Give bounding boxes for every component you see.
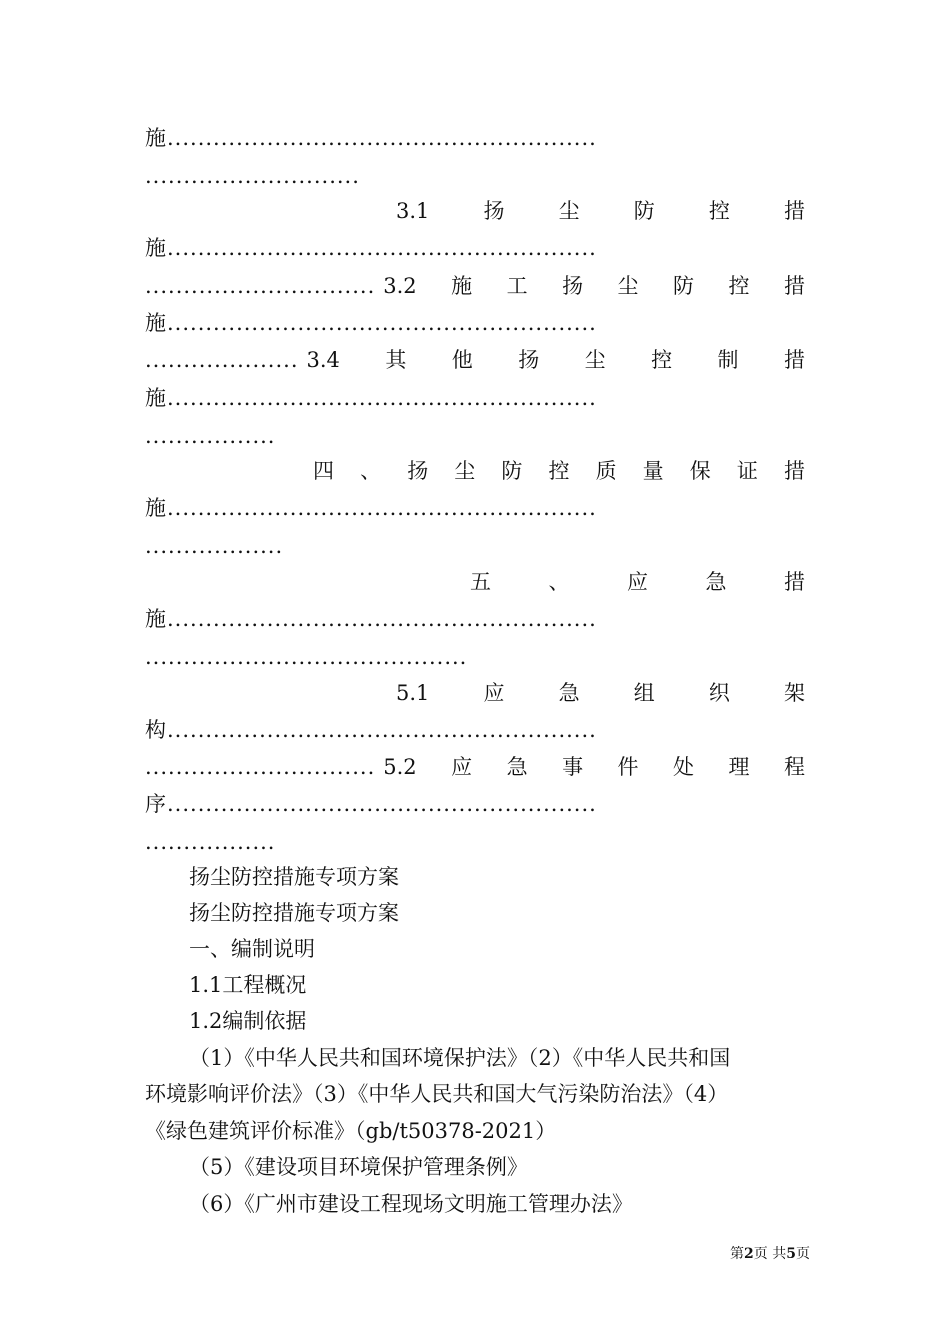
- page-number: 2: [744, 1246, 754, 1262]
- toc-heading-char: 扬: [562, 274, 584, 298]
- toc-heading-char: 3.4: [306, 348, 340, 372]
- toc-heading-char: 扬: [407, 459, 429, 483]
- toc-line: 构........................................................: [145, 718, 597, 742]
- toc-heading-char: 急: [705, 570, 727, 594]
- toc-line: 施........................................................: [145, 311, 597, 335]
- toc-heading-3-1: [396, 193, 805, 229]
- toc-heading-char: 措: [784, 570, 805, 594]
- toc-leader: ..............................: [145, 274, 376, 298]
- toc-heading-char: 质: [595, 459, 617, 483]
- toc-line: 施........................................................: [145, 386, 597, 410]
- toc-heading-char: 扬: [518, 348, 540, 372]
- section-heading: 一、编制说明: [189, 937, 315, 961]
- toc-heading-char: 3.1: [396, 199, 430, 223]
- toc-heading-char: 尘: [454, 459, 476, 483]
- toc-heading-char: 、: [548, 570, 570, 594]
- toc-line: 施........................................................: [145, 496, 597, 520]
- toc-heading-char: 应: [451, 755, 473, 779]
- toc-heading-char: 控: [728, 274, 750, 298]
- paragraph-line: （1）《中华人民共和国环境保护法》（2）《中华人民共和国: [189, 1046, 731, 1070]
- toc-heading-3-4: [145, 342, 805, 378]
- toc-heading-char: 控: [708, 199, 730, 223]
- toc-heading-char: 施: [451, 274, 473, 298]
- toc-line: ..................: [145, 534, 284, 558]
- toc-heading-char: 尘: [584, 348, 606, 372]
- paragraph-line: （5）《建设项目环境保护管理条例》: [189, 1155, 528, 1179]
- toc-heading-char: 其: [385, 348, 407, 372]
- toc-heading-char: 扬: [483, 199, 505, 223]
- toc-heading-char: 5.1: [396, 681, 430, 705]
- page-footer: [700, 1244, 810, 1264]
- toc-heading-char: 他: [451, 348, 473, 372]
- toc-heading-5-1: [396, 675, 805, 711]
- toc-heading-char: 织: [708, 681, 730, 705]
- toc-heading-char: 四: [313, 459, 334, 483]
- toc-heading-char: 3.2: [383, 274, 417, 298]
- toc-heading-char: 事: [562, 755, 584, 779]
- toc-line: ..........................................: [145, 645, 468, 669]
- toc-line: .................: [145, 424, 276, 448]
- toc-heading-text: [375, 268, 805, 304]
- toc-heading-5-2: [145, 749, 805, 785]
- toc-heading-5: [470, 564, 805, 600]
- toc-heading-char: 量: [642, 459, 664, 483]
- paragraph-line: 《绿色建筑评价标准》（gb/t50378-2021）: [145, 1119, 557, 1143]
- toc-line: ............................: [145, 164, 360, 188]
- footer-text: 页: [796, 1246, 810, 1262]
- toc-heading-char: 防: [633, 199, 655, 223]
- toc-heading-char: 、: [360, 459, 382, 483]
- toc-heading-char: 防: [501, 459, 523, 483]
- document-title: 扬尘防控措施专项方案: [189, 901, 399, 925]
- subsection-heading: 1.1工程概况: [189, 973, 307, 997]
- toc-heading-char: 应: [627, 570, 648, 594]
- toc-heading-3-2: [145, 268, 805, 304]
- toc-heading-char: 组: [633, 681, 655, 705]
- toc-line: .................: [145, 830, 276, 854]
- toc-heading-char: 件: [617, 755, 639, 779]
- toc-line: 序........................................................: [145, 792, 597, 816]
- toc-heading-char: 五: [470, 570, 491, 594]
- paragraph-line: （6）《广州市建设工程现场文明施工管理办法》: [189, 1192, 633, 1216]
- toc-heading-char: 尘: [617, 274, 639, 298]
- toc-heading-char: 理: [728, 755, 750, 779]
- toc-heading-4: [313, 453, 805, 489]
- toc-heading-char: 应: [483, 681, 505, 705]
- toc-heading-text: [299, 342, 805, 378]
- toc-heading-char: 程: [783, 755, 805, 779]
- toc-heading-char: 控: [651, 348, 673, 372]
- toc-heading-char: 5.2: [383, 755, 417, 779]
- page-total: 5: [786, 1246, 796, 1262]
- toc-heading-char: 尘: [558, 199, 580, 223]
- toc-heading-char: 制: [717, 348, 739, 372]
- toc-heading-char: 急: [506, 755, 528, 779]
- toc-line: 施........................................................: [145, 126, 597, 150]
- toc-heading-char: 措: [783, 199, 805, 223]
- toc-heading-char: 措: [783, 348, 805, 372]
- toc-heading-char: 证: [736, 459, 758, 483]
- toc-heading-char: 措: [783, 274, 805, 298]
- toc-heading-char: 处: [673, 755, 695, 779]
- toc-heading-char: 保: [689, 459, 711, 483]
- toc-leader: ....................: [145, 348, 299, 372]
- toc-line: 施........................................................: [145, 607, 597, 631]
- footer-text: 第: [730, 1246, 745, 1262]
- toc-heading-char: 架: [783, 681, 805, 705]
- paragraph-line: 环境影响评价法》（3）《中华人民共和国大气污染防治法》（4）: [145, 1082, 729, 1106]
- subsection-heading: 1.2编制依据: [189, 1009, 307, 1033]
- footer-text: 页 共: [753, 1246, 787, 1262]
- toc-line: 施........................................................: [145, 236, 597, 260]
- toc-heading-char: 工: [506, 274, 528, 298]
- toc-heading-char: 措: [783, 459, 805, 483]
- toc-leader: ..............................: [145, 755, 376, 779]
- toc-heading-char: 控: [548, 459, 570, 483]
- toc-heading-char: 急: [558, 681, 580, 705]
- document-title: 扬尘防控措施专项方案: [189, 865, 399, 889]
- toc-heading-text: [375, 749, 805, 785]
- toc-heading-char: 防: [673, 274, 695, 298]
